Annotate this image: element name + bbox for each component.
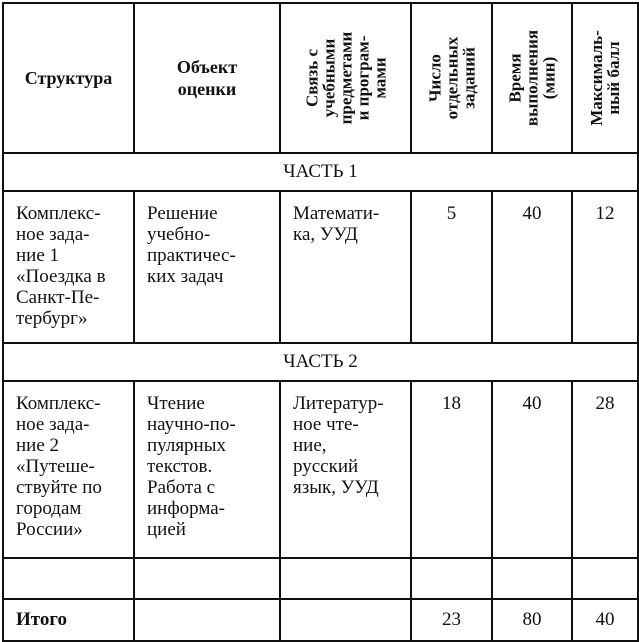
section-row-part-1	[3, 153, 638, 191]
cell-line: городам	[16, 498, 82, 519]
cell-line: ких задач	[147, 266, 224, 287]
cell-line: тербург»	[16, 308, 88, 329]
empty-cell	[134, 599, 280, 641]
header-time	[492, 3, 572, 153]
cell-line: Математи-	[293, 203, 380, 224]
relation-cell	[280, 381, 411, 558]
empty-cell	[492, 558, 572, 599]
structure-cell	[3, 381, 134, 558]
cell-line: практичес-	[147, 245, 236, 266]
empty-cell	[572, 558, 638, 599]
total-tasks: 23	[411, 599, 492, 641]
assessment-structure-table	[2, 2, 639, 642]
empty-cell	[280, 599, 411, 641]
total-row	[3, 599, 638, 641]
header-relation-line: Связь с	[302, 48, 321, 108]
header-row	[3, 3, 638, 153]
cell-line: Литератур-	[293, 393, 384, 414]
header-relation-line: предметами	[336, 31, 355, 125]
empty-cell	[3, 558, 134, 599]
cell-line: ние 1	[16, 245, 60, 266]
cell-line: учебно-	[147, 224, 211, 245]
header-tasks-line: отдельных	[442, 36, 461, 120]
section-row-part-2	[3, 343, 638, 381]
score-cell: 28	[572, 381, 638, 558]
header-relation-line: мами	[370, 57, 389, 99]
cell-line: Комплекс-	[16, 393, 101, 414]
score-cell: 12	[572, 191, 638, 343]
header-max-score	[572, 3, 638, 153]
cell-line: Работа с	[147, 477, 216, 498]
cell-line: Решение	[147, 203, 218, 224]
tasks-cell: 18	[411, 381, 492, 558]
empty-cell	[411, 558, 492, 599]
empty-cell	[134, 558, 280, 599]
cell-line: «Поездка в	[16, 266, 106, 287]
cell-line: научно-по-	[147, 414, 236, 435]
total-time: 80	[492, 599, 572, 641]
cell-line: Чтение	[147, 393, 205, 414]
header-time-line: (мин)	[539, 56, 559, 100]
time-cell: 40	[492, 191, 572, 343]
cell-line: пулярных	[147, 435, 226, 456]
header-structure: Структура	[3, 3, 134, 153]
header-object-line: Объект	[176, 57, 238, 77]
cell-line: ка, УУД	[293, 224, 358, 245]
tasks-cell: 5	[411, 191, 492, 343]
section-title: ЧАСТЬ 1	[3, 153, 638, 191]
table-row	[3, 381, 638, 558]
cell-line: ние 2	[16, 435, 60, 456]
header-relation	[280, 3, 411, 153]
header-relation-line: и програм-	[353, 35, 372, 121]
cell-line: информа-	[147, 498, 226, 519]
cell-line: текстов.	[147, 456, 213, 477]
relation-cell	[280, 191, 411, 343]
header-relation-line: учебными	[319, 38, 338, 118]
time-cell: 40	[492, 381, 572, 558]
total-label: Итого	[3, 599, 134, 641]
cell-line: России»	[16, 519, 83, 540]
structure-cell	[3, 191, 134, 343]
cell-line: «Путеше-	[16, 456, 95, 477]
header-object-line: оценки	[177, 79, 237, 99]
cell-line: ное зада-	[16, 224, 90, 245]
cell-line: Комплекс-	[16, 203, 101, 224]
object-cell	[134, 381, 280, 558]
total-score: 40	[572, 599, 638, 641]
cell-line: цией	[147, 519, 186, 540]
cell-line: ние,	[293, 435, 327, 456]
empty-cell	[280, 558, 411, 599]
table-row	[3, 191, 638, 343]
cell-line: русский	[293, 456, 359, 477]
cell-line: язык, УУД	[293, 477, 379, 498]
cell-line: ное чте-	[293, 414, 359, 435]
empty-row	[3, 558, 638, 599]
header-score-line: ный балл	[604, 41, 623, 115]
header-time-line: выполнения	[522, 29, 542, 127]
cell-line: ствуйте по	[16, 477, 102, 498]
cell-line: ное зада-	[16, 414, 90, 435]
object-cell	[134, 191, 280, 343]
section-title: ЧАСТЬ 2	[3, 343, 638, 381]
header-tasks-line: заданий	[459, 47, 478, 109]
header-score-line: Максималь-	[587, 30, 606, 126]
header-time-line: Время	[505, 53, 525, 103]
cell-line: Санкт-Пе-	[16, 287, 100, 308]
header-tasks-count	[411, 3, 492, 153]
header-object	[134, 3, 280, 153]
header-tasks-line: Число	[425, 54, 444, 102]
